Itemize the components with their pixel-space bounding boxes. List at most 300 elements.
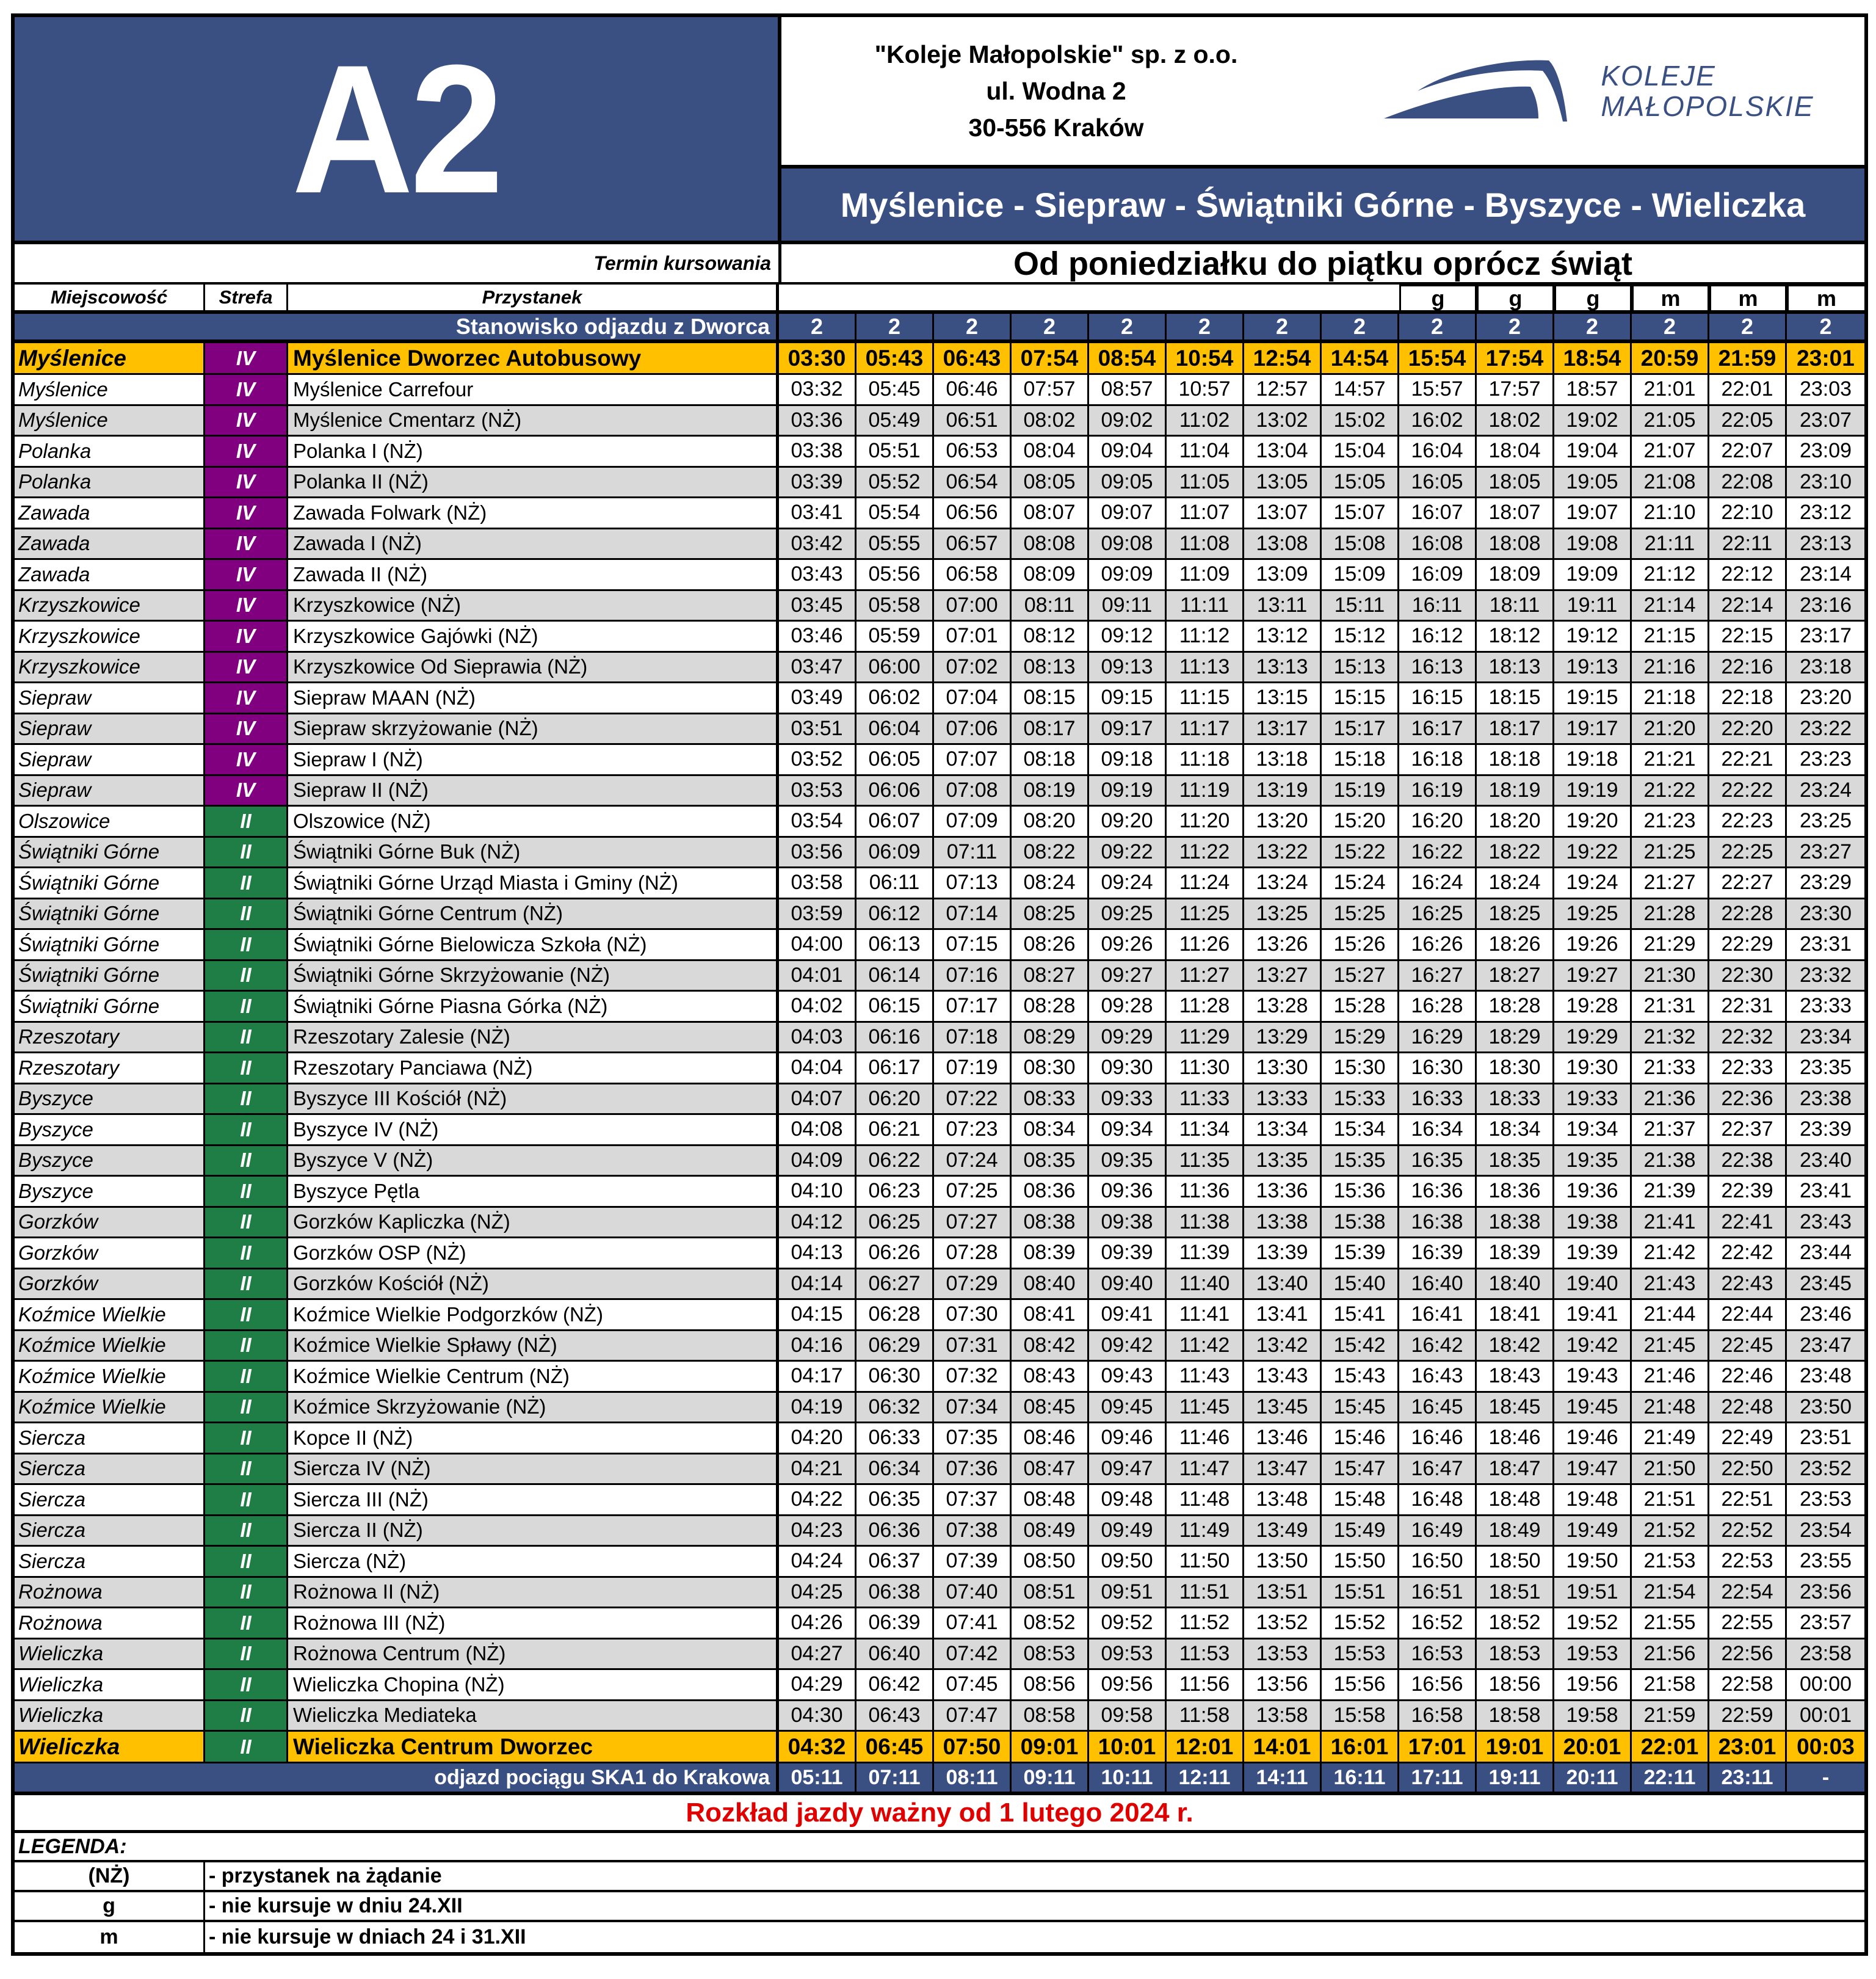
time-cell: 19:28 xyxy=(1554,992,1632,1021)
time-cell: 23:27 xyxy=(1799,840,1852,863)
time-cell: 13:19 xyxy=(1244,776,1322,805)
time-cell: 08:42 xyxy=(1012,1331,1089,1360)
table-row xyxy=(15,1639,1864,1671)
time-cell: 11:11 xyxy=(1167,591,1244,620)
zone-badge: II xyxy=(205,1393,288,1422)
time-cell: 07:23 xyxy=(934,1115,1012,1144)
time-cell: 08:20 xyxy=(1012,807,1089,836)
time-cell: 04:10 xyxy=(779,1177,857,1206)
time-cell: 16:42 xyxy=(1399,1331,1477,1360)
time-cell: 22:25 xyxy=(1709,838,1787,867)
town-cell: Świątniki Górne xyxy=(15,930,205,959)
time-cell: 21:45 xyxy=(1632,1331,1709,1360)
time-cell: 18:29 xyxy=(1477,1023,1554,1052)
time-cell: 18:50 xyxy=(1477,1547,1554,1576)
stop-info xyxy=(15,1423,779,1453)
time-cell: 21:37 xyxy=(1632,1115,1709,1144)
time-cell: 21:18 xyxy=(1632,683,1709,713)
legend xyxy=(15,1862,1864,1952)
time-cell: 22:38 xyxy=(1709,1146,1787,1175)
stop-name-cell: Świątniki Górne Centrum (NŻ) xyxy=(293,902,563,925)
time-cell: 08:12 xyxy=(1012,622,1089,651)
stop-info xyxy=(15,1608,779,1638)
time-cell: 04:30 xyxy=(779,1701,857,1730)
town-cell: Koźmice Wielkie xyxy=(15,1331,205,1360)
time-cell: 23:35 xyxy=(1799,1056,1852,1080)
time-cell: 16:05 xyxy=(1399,468,1477,497)
time-cell: 11:24 xyxy=(1167,868,1244,898)
ska1-time-cell: 22:11 xyxy=(1632,1763,1709,1792)
time-cell: 23:41 xyxy=(1799,1179,1852,1203)
time-cell: 16:27 xyxy=(1399,961,1477,990)
stop-info xyxy=(15,1238,779,1268)
stop-name-cell: Koźmice Skrzyżowanie (NŻ) xyxy=(293,1395,546,1418)
stop-info xyxy=(15,1269,779,1299)
course-note-g: g xyxy=(1554,285,1632,310)
time-cell: 22:46 xyxy=(1709,1362,1787,1391)
stop-name-cell: Krzyszkowice (NŻ) xyxy=(293,594,462,617)
time-cell: 19:34 xyxy=(1554,1115,1632,1144)
time-cell: 07:09 xyxy=(934,807,1012,836)
time-cell: 11:53 xyxy=(1167,1639,1244,1669)
time-cell: 16:46 xyxy=(1399,1423,1477,1453)
time-cell: 09:51 xyxy=(1089,1578,1167,1607)
time-cell: 07:07 xyxy=(934,745,1012,774)
time-cell: 15:48 xyxy=(1322,1485,1399,1514)
time-cell: 11:46 xyxy=(1167,1423,1244,1453)
time-cell: 15:30 xyxy=(1322,1053,1399,1083)
time-cell: 19:29 xyxy=(1554,1023,1632,1052)
header-stop: Przystanek xyxy=(482,286,582,308)
time-cell: 06:27 xyxy=(857,1269,934,1299)
time-cell: 13:47 xyxy=(1244,1454,1322,1484)
logo-text xyxy=(1601,60,1814,122)
time-cell: 07:37 xyxy=(934,1485,1012,1514)
time-cell: 15:49 xyxy=(1322,1516,1399,1545)
course-note-m: m xyxy=(1787,285,1864,310)
time-cell: 04:03 xyxy=(779,1023,857,1052)
time-cell: 15:43 xyxy=(1322,1362,1399,1391)
time-cell: 15:57 xyxy=(1399,375,1477,404)
time-cell: 13:20 xyxy=(1244,807,1322,836)
time-cell: 18:58 xyxy=(1477,1701,1554,1730)
time-cell: 15:22 xyxy=(1322,838,1399,867)
zone-badge: IV xyxy=(205,375,288,404)
time-cell: 23:07 xyxy=(1799,408,1852,432)
stanowisko-cell: 2 xyxy=(1477,314,1554,340)
time-cell: 18:17 xyxy=(1477,714,1554,744)
time-cell: 20:59 xyxy=(1632,343,1709,373)
table-row xyxy=(15,1023,1864,1054)
time-cell: 09:39 xyxy=(1089,1238,1167,1268)
time-cell: 09:40 xyxy=(1089,1269,1167,1299)
time-cell: 22:59 xyxy=(1709,1701,1787,1730)
ska1-time-cell: - xyxy=(1822,1765,1830,1789)
time-cell: 09:29 xyxy=(1089,1023,1167,1052)
time-cell: 16:53 xyxy=(1399,1639,1477,1669)
time-cell: 15:20 xyxy=(1322,807,1399,836)
stop-info xyxy=(15,745,779,774)
time-cell: 21:20 xyxy=(1632,714,1709,744)
legend-item xyxy=(15,1862,1864,1892)
departure-times xyxy=(779,745,1864,774)
departure-times xyxy=(779,1146,1864,1175)
header xyxy=(15,17,1864,244)
time-cell: 08:25 xyxy=(1012,899,1089,929)
column-headers xyxy=(15,285,1864,314)
time-cell: 16:39 xyxy=(1399,1238,1477,1268)
time-cell: 07:17 xyxy=(934,992,1012,1021)
time-cell: 13:39 xyxy=(1244,1238,1322,1268)
time-cell: 22:37 xyxy=(1709,1115,1787,1144)
time-cell: 16:43 xyxy=(1399,1362,1477,1391)
time-cell: 15:05 xyxy=(1322,468,1399,497)
time-cell: 19:13 xyxy=(1554,653,1632,682)
time-cell: 09:28 xyxy=(1089,992,1167,1021)
table-row xyxy=(15,1146,1864,1177)
time-cell: 11:19 xyxy=(1167,776,1244,805)
town-cell: Wieliczka xyxy=(15,1639,205,1669)
stop-info xyxy=(15,683,779,713)
zone-badge: IV xyxy=(205,776,288,805)
table-row xyxy=(15,622,1864,653)
time-cell: 21:10 xyxy=(1632,498,1709,528)
stanowisko-cell: 2 xyxy=(1709,314,1787,340)
stop-info xyxy=(15,1578,779,1607)
time-cell: 18:47 xyxy=(1477,1454,1554,1484)
time-cell: 07:36 xyxy=(934,1454,1012,1484)
time-cell: 09:08 xyxy=(1089,529,1167,559)
time-cell: 06:25 xyxy=(857,1208,934,1237)
time-cell: 07:42 xyxy=(934,1639,1012,1669)
time-cell: 08:22 xyxy=(1012,838,1089,867)
time-cell: 03:47 xyxy=(779,653,857,682)
time-cell: 18:07 xyxy=(1477,498,1554,528)
time-cell: 23:24 xyxy=(1799,778,1852,802)
time-cell: 16:15 xyxy=(1399,683,1477,713)
company-box xyxy=(781,17,1864,169)
time-cell: 08:13 xyxy=(1012,653,1089,682)
time-cell: 16:02 xyxy=(1399,406,1477,435)
time-cell: 22:42 xyxy=(1709,1238,1787,1268)
time-cell: 16:30 xyxy=(1399,1053,1477,1083)
time-cell: 07:14 xyxy=(934,899,1012,929)
time-cell: 22:07 xyxy=(1709,437,1787,466)
time-cell: 23:32 xyxy=(1799,963,1852,987)
time-cell: 19:20 xyxy=(1554,807,1632,836)
time-cell: 16:45 xyxy=(1399,1393,1477,1422)
time-cell: 22:44 xyxy=(1709,1300,1787,1329)
stop-info xyxy=(15,653,779,682)
departure-times xyxy=(779,1238,1864,1268)
time-cell: 07:27 xyxy=(934,1208,1012,1237)
stop-name-cell: Wieliczka Centrum Dworzec xyxy=(293,1734,593,1759)
time-cell: 22:18 xyxy=(1709,683,1787,713)
time-cell: 21:36 xyxy=(1632,1084,1709,1114)
time-cell: 13:15 xyxy=(1244,683,1322,713)
time-cell: 22:43 xyxy=(1709,1269,1787,1299)
zone-badge: II xyxy=(205,1269,288,1299)
time-cell: 07:35 xyxy=(934,1423,1012,1453)
time-cell: 19:53 xyxy=(1554,1639,1632,1669)
town-cell: Zawada xyxy=(15,560,205,589)
zone-badge: II xyxy=(205,1238,288,1268)
company-street: ul. Wodna 2 xyxy=(986,77,1126,105)
time-cell: 14:54 xyxy=(1322,343,1399,373)
time-cell: 04:08 xyxy=(779,1115,857,1144)
town-cell: Myślenice xyxy=(15,406,205,435)
zone-badge: II xyxy=(205,961,288,990)
time-cell: 21:53 xyxy=(1632,1547,1709,1576)
time-cell: 10:54 xyxy=(1167,343,1244,373)
time-cell: 08:27 xyxy=(1012,961,1089,990)
time-cell: 04:24 xyxy=(779,1547,857,1576)
time-cell: 03:38 xyxy=(779,437,857,466)
time-cell: 11:08 xyxy=(1167,529,1244,559)
time-cell: 08:57 xyxy=(1089,375,1167,404)
stop-info xyxy=(15,992,779,1021)
time-cell: 19:30 xyxy=(1554,1053,1632,1083)
company-name: "Koleje Małopolskie" sp. z o.o. xyxy=(874,40,1238,68)
termin-value: Od poniedziałku do piątku oprócz świąt xyxy=(1013,245,1633,282)
stop-name-cell: Myślenice Cmentarz (NŻ) xyxy=(293,409,522,432)
time-cell: 21:29 xyxy=(1632,930,1709,959)
stop-info xyxy=(15,1485,779,1514)
time-cell: 04:23 xyxy=(779,1516,857,1545)
departure-times xyxy=(779,930,1864,959)
time-cell: 23:54 xyxy=(1799,1518,1852,1542)
departure-times xyxy=(779,1516,1864,1545)
time-cell: 19:05 xyxy=(1554,468,1632,497)
time-cell: 04:14 xyxy=(779,1269,857,1299)
time-cell: 21:08 xyxy=(1632,468,1709,497)
stop-info xyxy=(15,714,779,744)
time-cell: 18:48 xyxy=(1477,1485,1554,1514)
time-cell: 16:01 xyxy=(1322,1732,1399,1762)
time-cell: 23:55 xyxy=(1799,1549,1852,1573)
time-cell: 13:12 xyxy=(1244,622,1322,651)
time-cell: 08:28 xyxy=(1012,992,1089,1021)
table-row xyxy=(15,961,1864,992)
time-cell: 09:58 xyxy=(1089,1701,1167,1730)
time-cell: 09:22 xyxy=(1089,838,1167,867)
time-cell: 11:20 xyxy=(1167,807,1244,836)
table-row xyxy=(15,406,1864,437)
time-cell: 13:02 xyxy=(1244,406,1322,435)
table-row xyxy=(15,1053,1864,1084)
town-cell: Siercza xyxy=(15,1423,205,1453)
town-cell: Gorzków xyxy=(15,1238,205,1268)
time-cell: 09:46 xyxy=(1089,1423,1167,1453)
time-cell: 16:28 xyxy=(1399,992,1477,1021)
town-cell: Świątniki Górne xyxy=(15,992,205,1021)
time-cell: 17:54 xyxy=(1477,343,1554,373)
time-cell: 05:52 xyxy=(857,468,934,497)
town-cell: Siercza xyxy=(15,1485,205,1514)
time-cell: 08:50 xyxy=(1012,1547,1089,1576)
time-cell: 08:58 xyxy=(1012,1701,1089,1730)
time-cell: 18:56 xyxy=(1477,1670,1554,1699)
time-cell: 04:22 xyxy=(779,1485,857,1514)
time-cell: 18:46 xyxy=(1477,1423,1554,1453)
time-cell: 13:34 xyxy=(1244,1115,1322,1144)
legend-key: g xyxy=(15,1892,205,1920)
time-cell: 23:25 xyxy=(1799,809,1852,833)
stanowisko-cell: 2 xyxy=(1244,314,1322,340)
zone-badge: II xyxy=(205,1115,288,1144)
time-cell: 19:22 xyxy=(1554,838,1632,867)
time-cell: 06:17 xyxy=(857,1053,934,1083)
time-cell: 03:46 xyxy=(779,622,857,651)
stop-name-cell: Rzeszotary Panciawa (NŻ) xyxy=(293,1056,533,1079)
ska1-time-cell: 17:11 xyxy=(1399,1763,1477,1792)
time-cell: 16:52 xyxy=(1399,1608,1477,1638)
time-cell: 22:32 xyxy=(1709,1023,1787,1052)
table-row xyxy=(15,1578,1864,1609)
time-cell: 21:22 xyxy=(1632,776,1709,805)
time-cell: 04:04 xyxy=(779,1053,857,1083)
time-cell: 07:11 xyxy=(934,838,1012,867)
departure-times xyxy=(779,591,1864,620)
time-cell: 18:19 xyxy=(1477,776,1554,805)
time-cell: 03:49 xyxy=(779,683,857,713)
time-cell: 21:27 xyxy=(1632,868,1709,898)
departure-times xyxy=(779,1639,1864,1669)
company-city: 30-556 Kraków xyxy=(968,114,1144,142)
time-cell: 03:53 xyxy=(779,776,857,805)
time-cell: 18:43 xyxy=(1477,1362,1554,1391)
time-cell: 16:17 xyxy=(1399,714,1477,744)
table-row xyxy=(15,375,1864,406)
time-cell: 23:39 xyxy=(1799,1117,1852,1141)
time-cell: 04:16 xyxy=(779,1331,857,1360)
time-cell: 13:04 xyxy=(1244,437,1322,466)
zone-badge: II xyxy=(205,1732,288,1762)
zone-badge: II xyxy=(205,1701,288,1730)
time-cell: 07:13 xyxy=(934,868,1012,898)
time-cell: 07:02 xyxy=(934,653,1012,682)
time-cell: 13:43 xyxy=(1244,1362,1322,1391)
legend-key: m xyxy=(15,1922,205,1952)
town-cell: Byszyce xyxy=(15,1115,205,1144)
time-cell: 06:02 xyxy=(857,683,934,713)
time-cell: 23:20 xyxy=(1799,686,1852,710)
time-cell: 23:09 xyxy=(1799,439,1852,463)
stop-name-cell: Siercza (NŻ) xyxy=(293,1549,407,1572)
table-row xyxy=(15,1393,1864,1424)
town-cell: Zawada xyxy=(15,529,205,559)
time-cell: 16:22 xyxy=(1399,838,1477,867)
time-cell: 23:50 xyxy=(1799,1395,1852,1418)
table-row xyxy=(15,529,1864,561)
stop-name-cell: Świątniki Górne Bielowicza Szkoła (NŻ) xyxy=(293,932,647,956)
time-cell: 22:50 xyxy=(1709,1454,1787,1484)
route-code: A2 xyxy=(292,26,501,231)
time-cell: 10:01 xyxy=(1089,1732,1167,1762)
stop-info xyxy=(15,776,779,805)
time-cell: 07:00 xyxy=(934,591,1012,620)
table-row xyxy=(15,714,1864,746)
time-cell: 08:41 xyxy=(1012,1300,1089,1329)
legend-desc: - przystanek na żądanie xyxy=(209,1864,442,1887)
time-cell: 22:16 xyxy=(1709,653,1787,682)
town-cell: Gorzków xyxy=(15,1269,205,1299)
header-town: Miejscowość xyxy=(15,285,205,310)
time-cell: 11:52 xyxy=(1167,1608,1244,1638)
time-cell: 08:48 xyxy=(1012,1485,1089,1514)
town-cell: Olszowice xyxy=(15,807,205,836)
time-cell: 09:05 xyxy=(1089,468,1167,497)
time-cell: 22:53 xyxy=(1709,1547,1787,1576)
time-cell: 11:58 xyxy=(1167,1701,1244,1730)
time-cell: 16:09 xyxy=(1399,560,1477,589)
time-cell: 23:03 xyxy=(1799,377,1852,401)
time-cell: 13:53 xyxy=(1244,1639,1322,1669)
time-cell: 21:50 xyxy=(1632,1454,1709,1484)
stop-info xyxy=(15,1331,779,1360)
time-cell: 13:09 xyxy=(1244,560,1322,589)
time-cell: 11:13 xyxy=(1167,653,1244,682)
time-cell: 19:18 xyxy=(1554,745,1632,774)
town-cell: Byszyce xyxy=(15,1146,205,1175)
stop-name-cell: Wieliczka Chopina (NŻ) xyxy=(293,1672,505,1696)
time-cell: 23:17 xyxy=(1799,624,1852,648)
time-cell: 13:56 xyxy=(1244,1670,1322,1699)
time-cell: 04:25 xyxy=(779,1578,857,1607)
departure-times xyxy=(779,899,1864,929)
time-cell: 18:51 xyxy=(1477,1578,1554,1607)
time-cell: 18:57 xyxy=(1554,375,1632,404)
time-cell: 23:48 xyxy=(1799,1364,1852,1388)
stop-info xyxy=(15,930,779,959)
stop-info xyxy=(15,807,779,836)
departure-times xyxy=(779,1331,1864,1360)
time-cell: 15:53 xyxy=(1322,1639,1399,1669)
stanowisko-cell: 2 xyxy=(1322,314,1399,340)
time-cell: 18:04 xyxy=(1477,437,1554,466)
time-cell: 19:12 xyxy=(1554,622,1632,651)
town-cell: Polanka xyxy=(15,437,205,466)
time-cell: 21:15 xyxy=(1632,622,1709,651)
time-cell: 16:36 xyxy=(1399,1177,1477,1206)
time-cell: 06:13 xyxy=(857,930,934,959)
time-cell: 18:42 xyxy=(1477,1331,1554,1360)
time-cell: 06:05 xyxy=(857,745,934,774)
time-cell: 21:52 xyxy=(1632,1516,1709,1545)
stop-name-cell: Zawada Folwark (NŻ) xyxy=(293,501,487,524)
time-cell: 22:49 xyxy=(1709,1423,1787,1453)
time-cell: 08:05 xyxy=(1012,468,1089,497)
timetable-sheet xyxy=(11,13,1868,1956)
time-cell: 22:36 xyxy=(1709,1084,1787,1114)
table-row xyxy=(15,838,1864,869)
time-cell: 03:36 xyxy=(779,406,857,435)
time-cell: 15:09 xyxy=(1322,560,1399,589)
departure-times xyxy=(779,1393,1864,1422)
time-cell: 07:57 xyxy=(1012,375,1089,404)
time-cell: 21:21 xyxy=(1632,745,1709,774)
time-cell: 15:13 xyxy=(1322,653,1399,682)
time-cell: 18:30 xyxy=(1477,1053,1554,1083)
time-cell: 06:43 xyxy=(934,343,1012,373)
stop-info xyxy=(15,591,779,620)
time-cell: 22:01 xyxy=(1632,1732,1709,1762)
time-cell: 06:14 xyxy=(857,961,934,990)
time-cell: 11:17 xyxy=(1167,714,1244,744)
zone-badge: II xyxy=(205,1084,288,1114)
time-cell: 11:42 xyxy=(1167,1331,1244,1360)
time-cell: 06:20 xyxy=(857,1084,934,1114)
